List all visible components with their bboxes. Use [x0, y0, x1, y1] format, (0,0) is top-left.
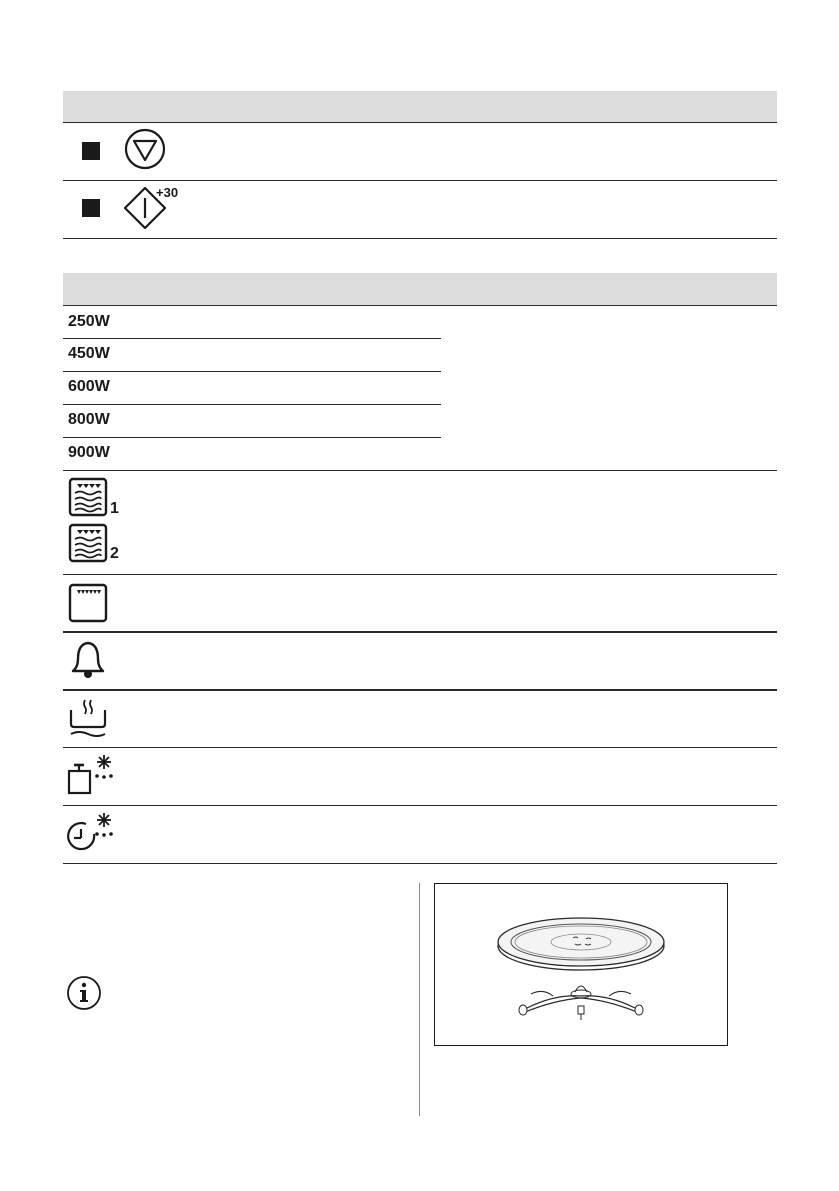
divider [63, 747, 777, 748]
divider [63, 122, 777, 123]
controls-table-header [63, 91, 777, 122]
bell-icon [68, 639, 108, 679]
info-icon [66, 975, 102, 1011]
column-divider [419, 883, 420, 1116]
divider [63, 338, 441, 339]
divider [63, 574, 777, 575]
divider [63, 238, 777, 239]
oven-icon [68, 583, 108, 623]
turntable-illustration [435, 884, 727, 1045]
stop-icon [124, 128, 166, 170]
divider [63, 305, 777, 306]
power-level-450: 450W [68, 345, 110, 362]
power-level-800: 800W [68, 411, 110, 428]
divider [63, 631, 777, 633]
power-level-900: 900W [68, 444, 110, 461]
auto-cook-icon [68, 523, 108, 563]
divider [63, 180, 777, 181]
divider [63, 371, 441, 372]
bullet-square [82, 142, 100, 160]
defrost-time-icon [66, 810, 118, 856]
plus30-label: +30 [156, 185, 179, 200]
power-level-600: 600W [68, 378, 110, 395]
divider [63, 689, 777, 691]
steam-icon [68, 696, 108, 740]
divider [63, 805, 777, 806]
divider [63, 437, 441, 438]
turntable-figure [434, 883, 728, 1046]
divider [63, 470, 777, 471]
auto-cook-label-1: 1 [110, 500, 119, 517]
bullet-square [82, 199, 100, 217]
auto-cook-label-2: 2 [110, 545, 119, 562]
auto-cook-icon [68, 477, 108, 517]
defrost-weight-icon [66, 752, 118, 796]
divider [63, 404, 441, 405]
power-level-250: 250W [68, 313, 110, 330]
modes-table-header [63, 273, 777, 305]
divider [63, 863, 777, 864]
